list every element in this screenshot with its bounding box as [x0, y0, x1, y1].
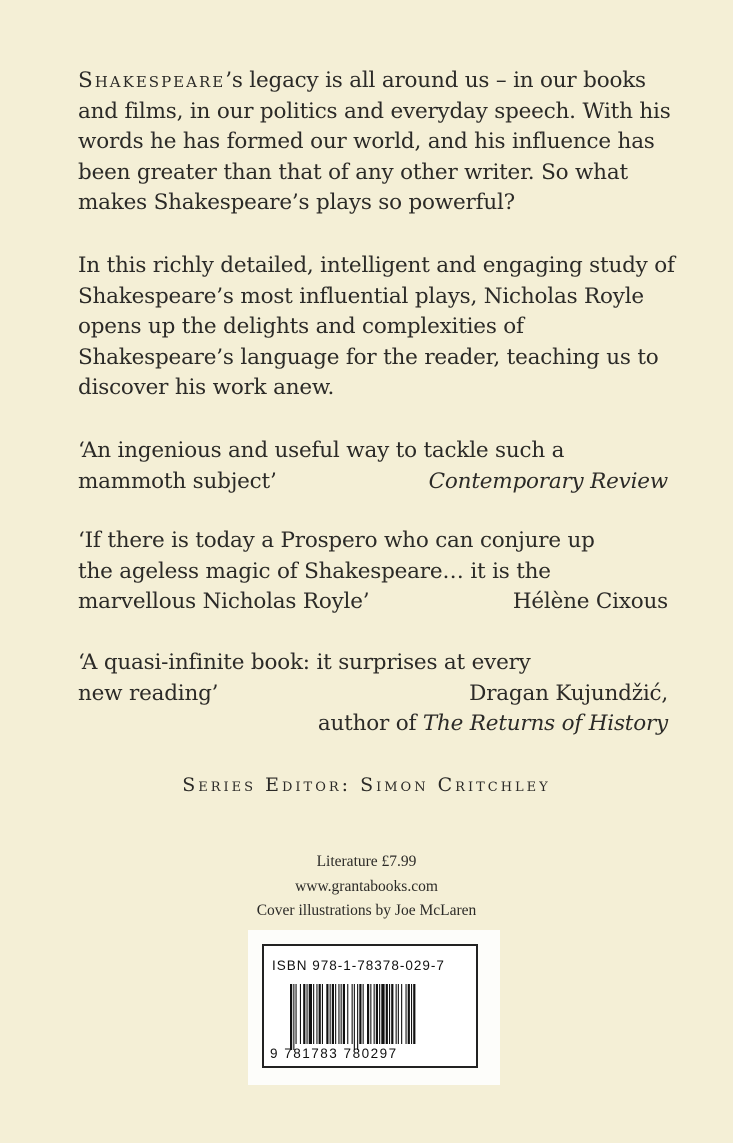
publisher-website: www.grantabooks.com: [295, 877, 438, 895]
barcode-bar: [354, 984, 355, 1050]
barcode-bar: [319, 984, 321, 1044]
barcode-bar: [357, 984, 358, 1050]
barcode-bar: [396, 984, 397, 1044]
barcode-bar: [326, 984, 328, 1044]
quote-2-line-3: marvellous Nicholas Royle’: [78, 589, 370, 614]
quote-2-line-1: ‘If there is today a Prospero who can conjure up: [78, 528, 595, 553]
quote-1-line-2: mammoth subject’: [78, 468, 277, 494]
barcode-bar: [338, 984, 339, 1044]
barcode-bar: [413, 984, 415, 1044]
series-editor: Series Editor: Simon Critchley: [182, 774, 551, 796]
barcode-bar: [359, 984, 361, 1044]
barcode-bar: [398, 984, 399, 1044]
barcode-bar: [376, 984, 378, 1044]
quote-2-source: Hélène Cixous: [512, 589, 668, 614]
barcode-bar: [309, 984, 312, 1044]
barcode-bar: [379, 984, 380, 1044]
quote-3-line-2: new reading’: [78, 680, 219, 706]
barcode-bar: [313, 984, 314, 1044]
review-quote-2: [78, 526, 668, 618]
blurb-paragraph-1: [78, 66, 678, 219]
barcode-label: [248, 930, 500, 1085]
blurb-paragraph-1-text: ’s legacy is all around us – in our books and films, in our politics and everyday speech. With his words he has formed our world, and his influence has been greater than that of any other writer. So what makes Shakespeare’s plays so powerful?: [78, 68, 671, 215]
quote-3-line-1: ‘A quasi-infinite book: it surprises at every: [78, 650, 531, 675]
barcode-bar: [381, 984, 384, 1044]
barcode-bar: [374, 984, 375, 1044]
barcode-bar: [332, 984, 334, 1044]
blurb-lead-word: Shakespeare: [78, 68, 226, 93]
barcode-bar: [363, 984, 364, 1044]
barcode-bar: [367, 984, 369, 1044]
isbn-text: ISBN 978-1-78378-029-7: [272, 958, 445, 973]
blurb-paragraph-2: In this richly detailed, intelligent and engaging study of Shakespeare’s most influential plays, Nicholas Royle opens up the delights and complexities of Shakespeare’s language for the reader, teaching us to discover his work anew.: [78, 253, 675, 400]
barcode-bar: [406, 984, 407, 1044]
barcode-bar: [296, 984, 297, 1044]
review-quote-1: [78, 436, 668, 497]
barcode-bar: [386, 984, 388, 1044]
barcode-bar: [307, 984, 308, 1044]
quote-3-source-prefix: author of: [317, 711, 423, 736]
barcode-bar: [322, 984, 323, 1044]
barcode-bar: [391, 984, 393, 1044]
barcode-bars: [290, 984, 460, 1050]
barcode-bar: [347, 984, 348, 1044]
barcode-bar: [352, 984, 353, 1044]
quote-2-line-2: the ageless magic of Shakespeare… it is the: [78, 558, 551, 584]
barcode-bar: [341, 984, 342, 1044]
barcode-bar: [330, 984, 331, 1044]
cover-illustrations-credit: Cover illustrations by Joe McLaren: [256, 902, 477, 919]
barcode-bar: [303, 984, 305, 1044]
barcode-bar: [389, 984, 390, 1044]
barcode-bar: [401, 984, 402, 1044]
barcode-bar: [293, 984, 294, 1050]
barcode-bar: [411, 984, 412, 1044]
review-quote-3: [78, 648, 668, 740]
quote-1-source: Contemporary Review: [428, 468, 668, 494]
barcode-bar: [343, 984, 345, 1044]
barcode-digits: 9 781783 780297: [270, 1046, 398, 1061]
category-price: Literature £7.99: [316, 853, 417, 870]
quote-3-source-title: The Returns of History: [422, 711, 668, 736]
barcode-bar: [290, 984, 292, 1050]
quote-1-line-1: ‘An ingenious and useful way to tackle such a: [78, 438, 565, 463]
barcode-bar: [300, 984, 301, 1044]
barcode-bar: [335, 984, 336, 1044]
barcode-bar: [408, 984, 410, 1044]
quote-3-source: Dragan Kujundžić,: [469, 680, 668, 706]
barcode-frame: [262, 944, 478, 1068]
barcode-bar: [370, 984, 371, 1044]
barcode-bar: [316, 984, 317, 1044]
publisher-info: [0, 850, 733, 924]
